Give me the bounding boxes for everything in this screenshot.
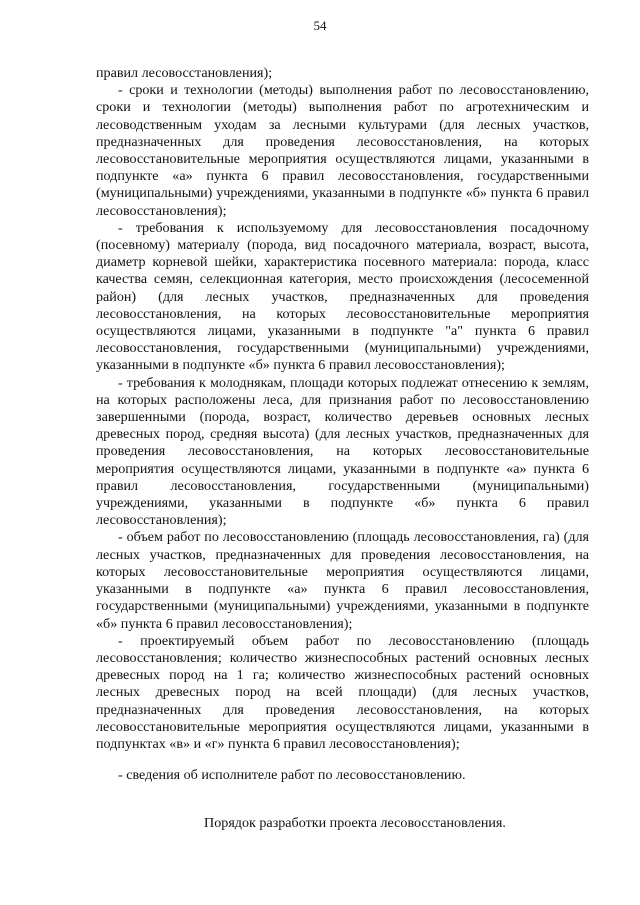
paragraph-projected-volume: - проектируемый объем работ по лесовосстановлению (площадь лесовосстановления; количество жизнеспособных растений основных лесных древесных пород на 1 га; количество жизнеспособных растений основных лесных древесных пород на всей площади) (для лесных участков, предназначенных для проведения лесовосстановления, на которых лесовосстановительные мероприятия осуществляются лицами, указанными в подпунктах «в» и «г» пункта 6 правил лесовосстановления); <box>96 632 589 752</box>
paragraph-planting-material: - требования к используемому для лесовосстановления посадочному (посевному) материалу (порода, вид посадочного материала, возраст, высота, диаметр корневой шейки, характеристика посевного материала: порода, класс качества семян, селекционная категория, место происхождения (лесосеменной район) (для лесных участков, предназначенных для проведения лесовосстановления, на которых лесовосстановительные мероприятия осуществляются лицами, указанными в подпункте "а" пункта 6 правил лесовосстановления, государственными (муниципальными) учреждениями, указанными в подпункте «б» пункта 6 правил лесовосстановления); <box>96 219 589 374</box>
paragraph-contractor-info: - сведения об исполнителе работ по лесовосстановлению. <box>118 767 466 784</box>
section-heading: Порядок разработки проекта лесовосстановления. <box>204 815 506 831</box>
paragraph-continuation: правил лесовосстановления); <box>96 65 273 81</box>
page-number: 54 <box>313 18 327 33</box>
body-text <box>96 65 589 784</box>
paragraph-young-growth: - требования к молоднякам, площади которых подлежат отнесению к землям, на которых расположены леса, для признания работ по лесовосстановлению завершенными (порода, возраст, количество деревьев основных лесных древесных пород, средняя высота) (для лесных участков, предназначенных для проведения лесовосстановления, на которых лесовосстановительные мероприятия осуществляются лицами, указанными в подпункте «а» пункта 6 правил лесовосстановления, государственными (муниципальными) учреждениями, указанными в подпункте «б» пункта 6 правил лесовосстановления); <box>96 374 589 529</box>
paragraph-timing-technology: - сроки и технологии (методы) выполнения работ по лесовосстановлению, сроки и технологии (методы) выполнения работ по агротехническим и лесоводственным уходам за лесными культурами (для лесных участков, предназначенных для проведения лесовосстановления, на которых лесовосстановительные мероприятия осуществляются лицами, указанными в подпункте «а» пункта 6 правил лесовосстановления, государственными (муниципальными) учреждениями, указанными в подпункте «б» пункта 6 правил лесовосстановления); <box>96 82 589 219</box>
paragraph-work-volume: - объем работ по лесовосстановлению (площадь лесовосстановления, га) (для лесных участков, предназначенных для проведения лесовосстановления, на которых лесовосстановительные мероприятия осуществляются лицами, указанными в подпункте «а» пункта 6 правил лесовосстановления, государственными (муниципальными) учреждениями, указанными в подпункте «б» пункта 6 правил лесовосстановления); <box>96 529 589 632</box>
